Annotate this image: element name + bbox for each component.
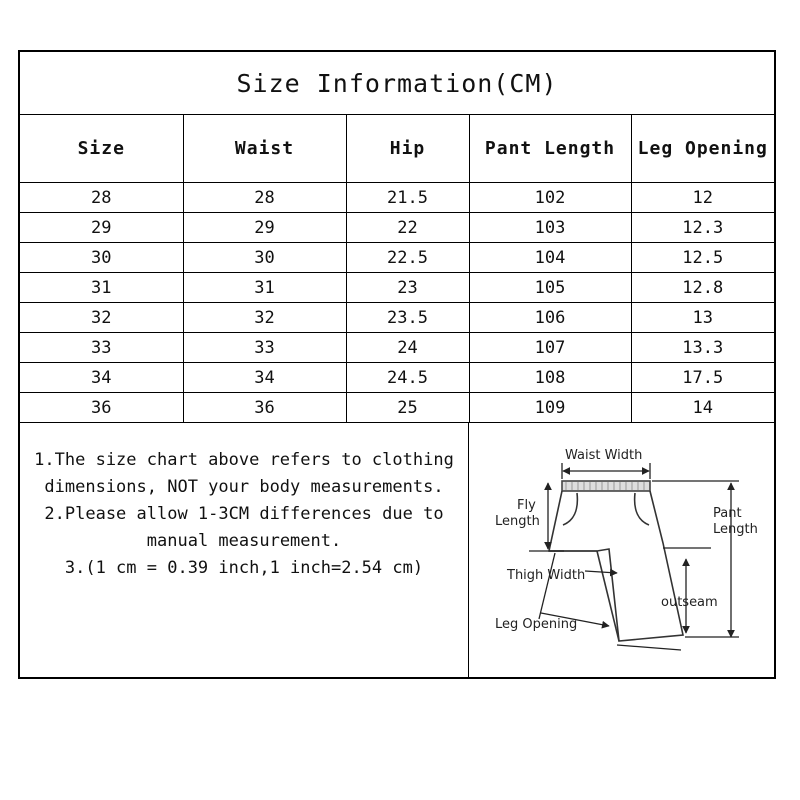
header-row	[20, 114, 774, 183]
label-leg-opening: Leg Opening	[495, 617, 578, 632]
table-row	[20, 213, 774, 243]
cell-hip: 22	[346, 213, 469, 243]
cell-size: 30	[20, 243, 183, 273]
cell-size: 31	[20, 273, 183, 303]
cell-hip: 23.5	[346, 303, 469, 333]
table-row	[20, 333, 774, 363]
cell-hip: 21.5	[346, 183, 469, 213]
notes-panel	[20, 423, 469, 677]
label-pant-length-1: Pant	[713, 506, 742, 521]
header-leg-opening: Leg Opening	[631, 114, 774, 183]
cell-hip: 24	[346, 333, 469, 363]
cell-leg-opening: 12.3	[631, 213, 774, 243]
cell-hip: 24.5	[346, 363, 469, 393]
cell-leg-opening: 12	[631, 183, 774, 213]
size-table	[20, 114, 774, 423]
label-waist-width: Waist Width	[565, 448, 643, 463]
cell-size: 32	[20, 303, 183, 333]
cell-pant-length: 105	[469, 273, 631, 303]
table-row	[20, 273, 774, 303]
cell-leg-opening: 12.8	[631, 273, 774, 303]
cell-waist: 36	[183, 393, 346, 423]
note-1: 1.The size chart above refers to clothing dimensions, NOT your body measurements.	[34, 450, 454, 497]
pants-diagram-svg	[469, 423, 774, 677]
cell-pant-length: 104	[469, 243, 631, 273]
cell-waist: 29	[183, 213, 346, 243]
cell-waist: 32	[183, 303, 346, 333]
cell-pant-length: 106	[469, 303, 631, 333]
header-size: Size	[20, 114, 183, 183]
cell-leg-opening: 17.5	[631, 363, 774, 393]
leg-opening-base	[617, 645, 681, 650]
pants-diagram	[469, 423, 774, 677]
label-fly-2: Length	[495, 514, 540, 529]
note-3: 3.(1 cm = 0.39 inch,1 inch=2.54 cm)	[64, 558, 424, 578]
cell-leg-opening: 12.5	[631, 243, 774, 273]
bottom-section	[20, 423, 774, 677]
cell-waist: 31	[183, 273, 346, 303]
cell-waist: 30	[183, 243, 346, 273]
chart-title: Size Information(CM)	[20, 52, 774, 115]
cell-leg-opening: 13	[631, 303, 774, 333]
note-2: 2.Please allow 1-3CM differences due to manual measurement.	[44, 504, 444, 551]
cell-waist: 28	[183, 183, 346, 213]
leg-opening-tick-left	[539, 553, 555, 619]
table-row	[20, 303, 774, 333]
header-pant-length: Pant Length	[469, 114, 631, 183]
waistband-shape	[562, 481, 650, 491]
cell-leg-opening: 13.3	[631, 333, 774, 363]
label-outseam: outseam	[661, 595, 718, 610]
cell-waist: 34	[183, 363, 346, 393]
cell-hip: 25	[346, 393, 469, 423]
cell-pant-length: 108	[469, 363, 631, 393]
cell-size: 28	[20, 183, 183, 213]
label-fly-1: Fly	[517, 498, 536, 513]
label-thigh-width: Thigh Width	[507, 568, 586, 583]
right-pocket-shape	[635, 493, 649, 525]
label-pant-length-2: Length	[713, 522, 758, 537]
cell-waist: 33	[183, 333, 346, 363]
size-chart	[18, 50, 776, 679]
table-row	[20, 393, 774, 423]
cell-pant-length: 103	[469, 213, 631, 243]
cell-pant-length: 102	[469, 183, 631, 213]
cell-hip: 23	[346, 273, 469, 303]
cell-size: 34	[20, 363, 183, 393]
table-row	[20, 363, 774, 393]
cell-pant-length: 109	[469, 393, 631, 423]
cell-size: 33	[20, 333, 183, 363]
table-row	[20, 183, 774, 213]
cell-size: 29	[20, 213, 183, 243]
header-hip: Hip	[346, 114, 469, 183]
left-pocket-shape	[563, 493, 577, 525]
table-row	[20, 243, 774, 273]
cell-pant-length: 107	[469, 333, 631, 363]
cell-size: 36	[20, 393, 183, 423]
header-waist: Waist	[183, 114, 346, 183]
inseam-line	[597, 551, 619, 641]
cell-hip: 22.5	[346, 243, 469, 273]
cell-leg-opening: 14	[631, 393, 774, 423]
